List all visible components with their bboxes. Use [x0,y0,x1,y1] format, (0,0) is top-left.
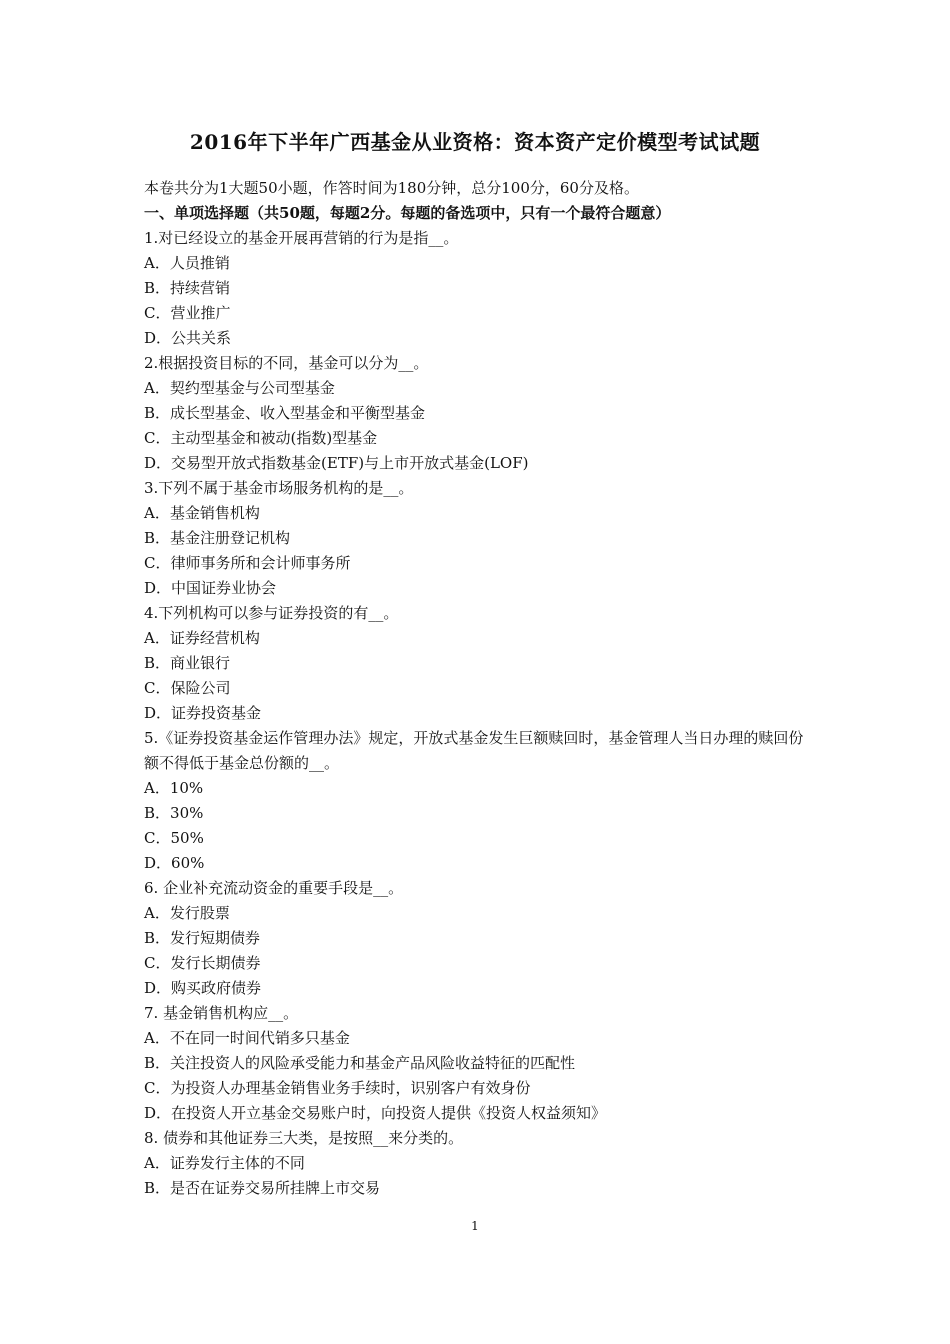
answer-option: A．契约型基金与公司型基金 [144,379,335,397]
answer-option: C．营业推广 [144,304,231,322]
answer-option: C．发行长期债券 [144,954,261,972]
answer-option: D．在投资人开立基金交易账户时，向投资人提供《投资人权益须知》 [144,1104,607,1122]
answer-option: A．10% [144,779,204,797]
answer-option: D．购买政府债券 [144,979,262,997]
section-heading: 一、单项选择题（共50题，每题2分。每题的备选项中，只有一个最符合题意） [144,204,671,222]
answer-option: B．商业银行 [144,654,231,672]
question-stem: 8. 债券和其他证券三大类，是按照__来分类的。 [144,1129,464,1147]
answer-option: D．中国证券业协会 [144,579,277,597]
answer-option: C．律师事务所和会计师事务所 [144,554,351,572]
question-stem: 4.下列机构可以参与证券投资的有__。 [144,604,399,622]
answer-option: C．保险公司 [144,679,231,697]
answer-option: D．公共关系 [144,329,232,347]
question-stem: 5.《证券投资基金运作管理办法》规定，开放式基金发生巨额赎回时，基金管理人当日办理的赎回份额不得低于基金总份额的__。 [144,729,804,772]
answer-option: B．是否在证券交易所挂牌上市交易 [144,1179,381,1197]
answer-option: D．交易型开放式指数基金(ETF)与上市开放式基金(LOF) [144,454,529,472]
answer-option: A．发行股票 [144,904,230,922]
answer-option: C．50% [144,829,204,847]
answer-option: C．为投资人办理基金销售业务手续时，识别客户有效身份 [144,1079,531,1097]
answer-option: D．证券投资基金 [144,704,262,722]
answer-option: B．发行短期债券 [144,929,261,947]
answer-option: A．人员推销 [144,254,230,272]
answer-option: A．证券发行主体的不同 [144,1154,305,1172]
question-stem: 7. 基金销售机构应__。 [144,1004,299,1022]
answer-option: C．主动型基金和被动(指数)型基金 [144,429,378,447]
answer-option: B．持续营销 [144,279,231,297]
answer-option: A．基金销售机构 [144,504,260,522]
question-stem: 1.对已经设立的基金开展再营销的行为是指__。 [144,229,459,247]
answer-option: D．60% [144,854,205,872]
page-number: 1 [471,1219,479,1233]
answer-option: A．不在同一时间代销多只基金 [144,1029,350,1047]
answer-option: B．关注投资人的风险承受能力和基金产品风险收益特征的匹配性 [144,1054,576,1072]
answer-option: B．成长型基金、收入型基金和平衡型基金 [144,404,426,422]
answer-option: B．基金注册登记机构 [144,529,291,547]
document-title: 2016年下半年广西基金从业资格：资本资产定价模型考试试题 [189,130,761,154]
question-stem: 3.下列不属于基金市场服务机构的是__。 [144,479,414,497]
answer-option: A．证券经营机构 [144,629,260,647]
exam-intro: 本卷共分为1大题50小题，作答时间为180分钟，总分100分，60分及格。 [144,179,639,197]
question-stem: 6. 企业补充流动资金的重要手段是__。 [144,879,404,897]
answer-option: B．30% [144,804,204,822]
document-body [144,176,824,1201]
question-stem: 2.根据投资目标的不同，基金可以分为__。 [144,354,429,372]
